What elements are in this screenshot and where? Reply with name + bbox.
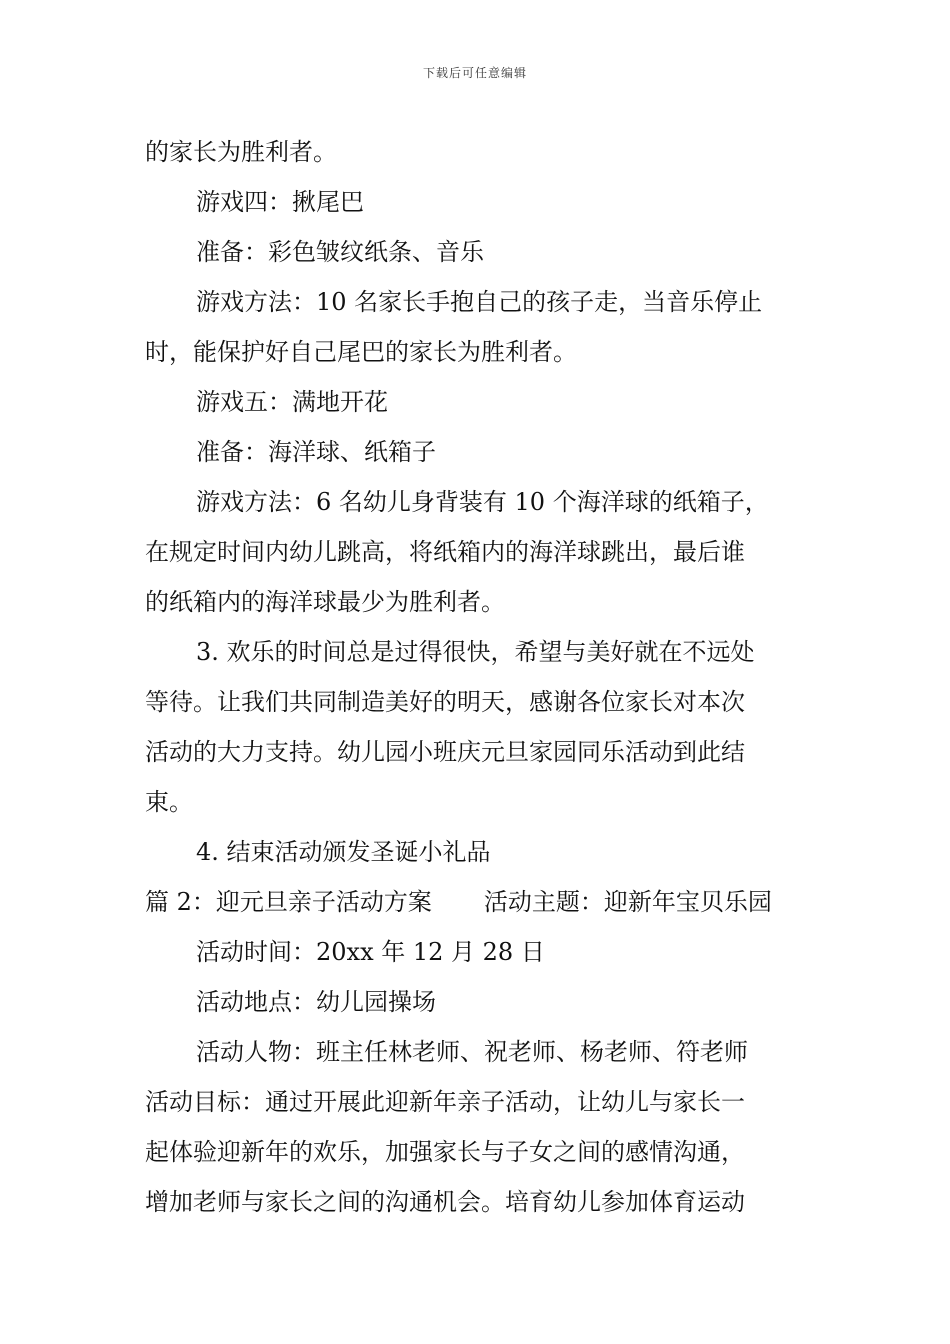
paragraph-line: 活动地点：幼儿园操场 bbox=[196, 988, 436, 1016]
paragraph-line: 活动目标：通过开展此迎新年亲子活动，让幼儿与家长一 bbox=[145, 1088, 745, 1116]
paragraph-line: 4. 结束活动颁发圣诞小礼品 bbox=[196, 838, 491, 866]
paragraph-line: 游戏方法：10 名家长手抱自己的孩子走，当音乐停止 bbox=[196, 288, 763, 316]
paragraph-line: 起体验迎新年的欢乐，加强家长与子女之间的感情沟通， bbox=[145, 1138, 745, 1166]
paragraph-line: 3. 欢乐的时间总是过得很快，希望与美好就在不远处 bbox=[196, 638, 755, 666]
paragraph-line: 准备：彩色皱纹纸条、音乐 bbox=[196, 238, 484, 266]
document-body bbox=[145, 127, 810, 1227]
paragraph-line: 活动时间：20xx 年 12 月 28 日 bbox=[196, 938, 545, 966]
section-title: 篇 2：迎元旦亲子活动方案 bbox=[145, 888, 432, 916]
game-title: 游戏四：揪尾巴 bbox=[196, 188, 364, 216]
paragraph-line: 活动的大力支持。幼儿园小班庆元旦家园同乐活动到此结 bbox=[145, 738, 745, 766]
paragraph-line: 等待。让我们共同制造美好的明天，感谢各位家长对本次 bbox=[145, 688, 745, 716]
paragraph-line: 的家长为胜利者。 bbox=[145, 138, 337, 166]
paragraph-line: 增加老师与家长之间的沟通机会。培育幼儿参加体育运动 bbox=[145, 1188, 745, 1216]
activity-theme: 活动主题：迎新年宝贝乐园 bbox=[483, 888, 772, 916]
paragraph-line: 游戏方法：6 名幼儿身背装有 10 个海洋球的纸箱子， bbox=[196, 488, 769, 516]
paragraph-line: 的纸箱内的海洋球最少为胜利者。 bbox=[145, 588, 505, 616]
paragraph-line: 束。 bbox=[145, 788, 193, 816]
page-header: 下载后可任意编辑 bbox=[422, 66, 527, 80]
paragraph-line: 准备：海洋球、纸箱子 bbox=[196, 438, 436, 466]
game-title: 游戏五：满地开花 bbox=[196, 388, 388, 416]
paragraph-line: 在规定时间内幼儿跳高，将纸箱内的海洋球跳出，最后谁 bbox=[145, 538, 745, 566]
paragraph-line: 时，能保护好自己尾巴的家长为胜利者。 bbox=[145, 338, 577, 366]
paragraph-line: 活动人物：班主任林老师、祝老师、杨老师、符老师 bbox=[196, 1038, 748, 1066]
section-heading-line bbox=[145, 877, 810, 927]
